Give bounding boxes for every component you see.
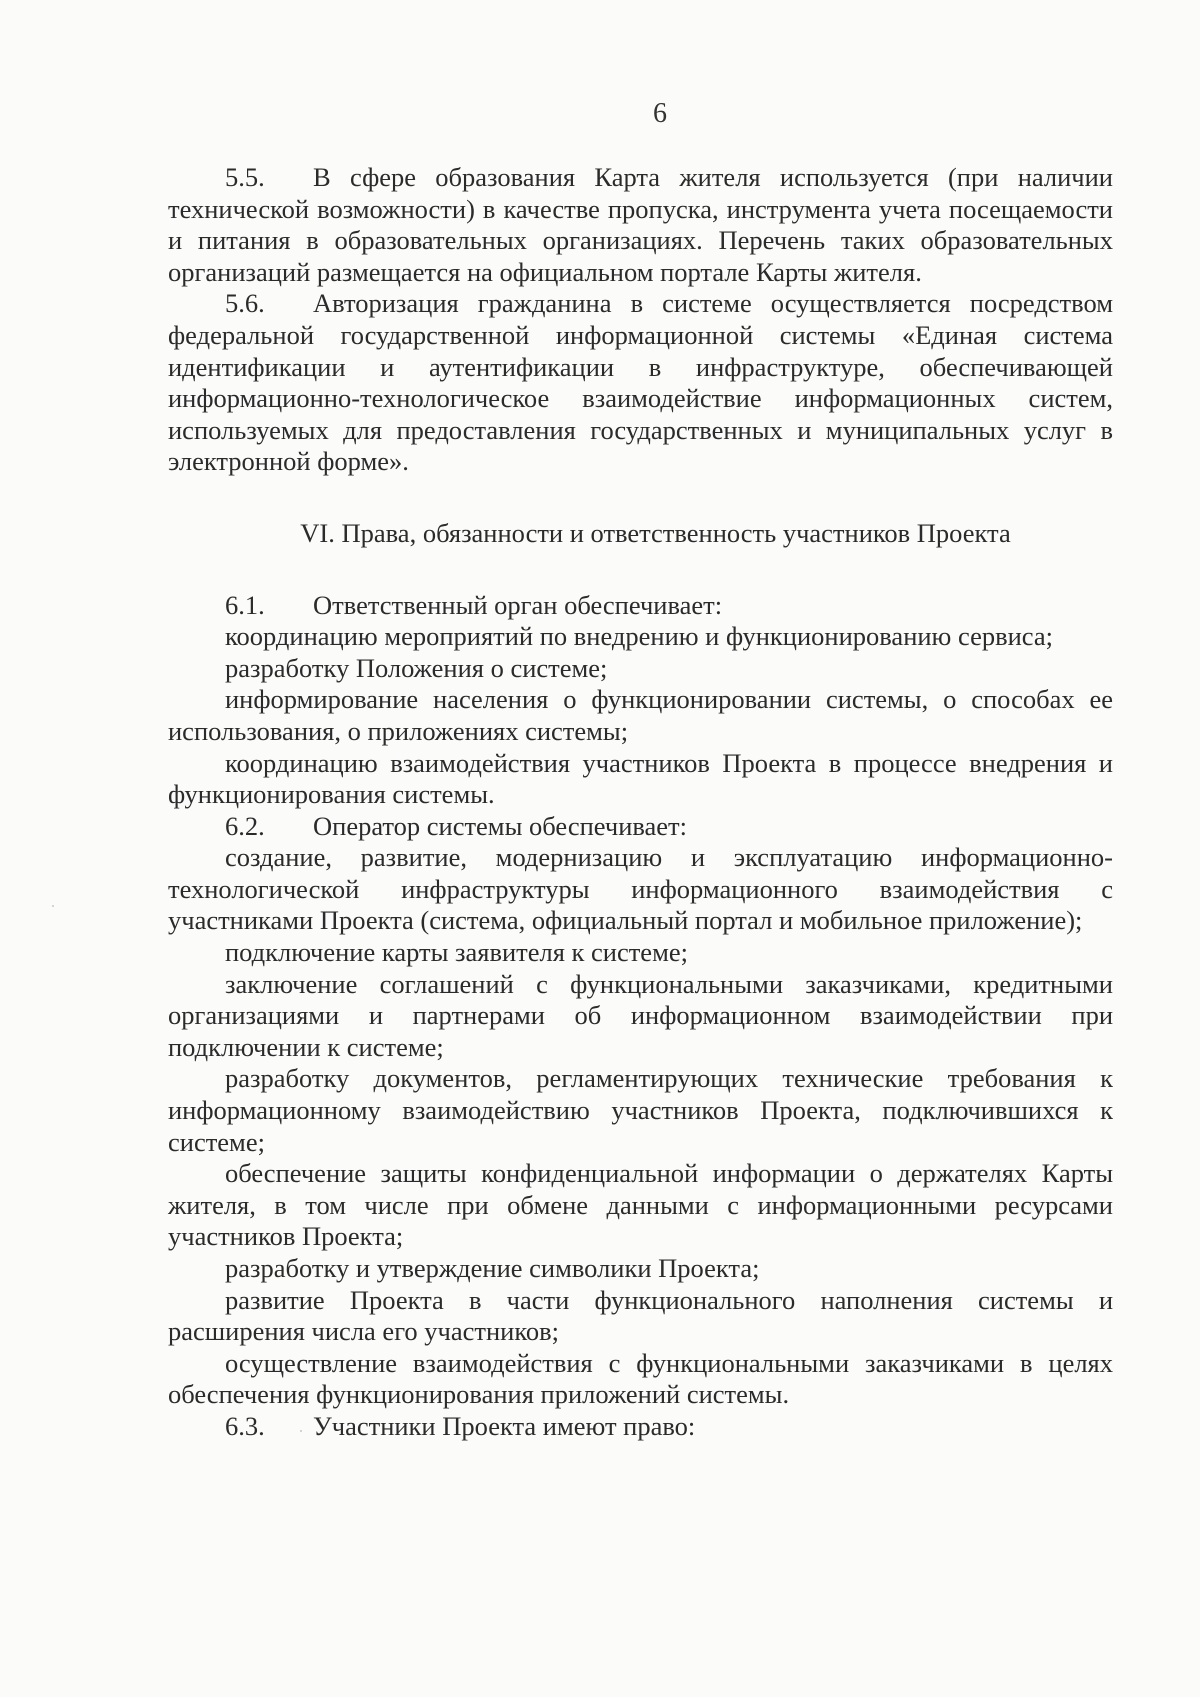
list-item: разработку и утверждение символики Проекта; <box>225 1253 760 1283</box>
paragraph-5-5 <box>168 162 1113 288</box>
list-item: информирование населения о функционировании системы, о способах ее использования, о приложениях системы; <box>168 684 1113 746</box>
list-item: координацию взаимодействия участников Проекта в процессе внедрения и функционирования системы. <box>168 747 1113 810</box>
paragraph-text: Ответственный орган обеспечивает: <box>313 589 723 620</box>
list-item: создание, развитие, модернизацию и эксплуатацию информационно-технологической инфраструктуры информационного взаимодействия с участниками Проекта (система, официальный портал и мобильное приложение); <box>168 842 1113 936</box>
paragraph-text: Участники Проекта имеют право: <box>313 1410 696 1441</box>
paragraph-6-3 <box>168 1411 1113 1443</box>
list-item: осуществление взаимодействия с функциональными заказчиками в целях обеспечения функционирования приложений системы. <box>168 1347 1113 1410</box>
scan-speck <box>300 1430 302 1432</box>
paragraph-number: 6.2. <box>225 810 265 841</box>
paragraph-text: Авторизация гражданина в системе осуществляется посредством федеральной государственной информационной системы «Единая система идентификации и аутентификации в инфраструктуре, обеспечивающей информационно-технологическое взаимодействие информационных систем, используемых для предоставления государственных и муниципальных услуг в электронной форме». <box>168 288 1113 477</box>
paragraph-number: 5.5. <box>225 162 265 192</box>
scan-speck <box>52 905 54 907</box>
paragraph-6-1 <box>168 590 1113 622</box>
paragraph-number: 6.1. <box>225 589 265 620</box>
paragraph-5-6 <box>168 288 1113 478</box>
list-item: координацию мероприятий по внедрению и функционированию сервиса; <box>225 621 1053 652</box>
paragraph-text: Оператор системы обеспечивает: <box>313 810 688 841</box>
paragraph-text: В сфере образования Карта жителя используется (при наличии технической возможности) в качестве пропуска, инструмента учета посещаемости и питания в образовательных организациях. Перечень таких образовательных организаций размещается на официальном портале Карты жителя. <box>168 162 1113 287</box>
paragraph-number: 5.6. <box>225 288 265 319</box>
list-item: заключение соглашений с функциональными заказчиками, кредитными организациями и партнерами об информационном взаимодействии при подключении к системе; <box>168 968 1113 1062</box>
paragraph-6-2 <box>168 811 1113 843</box>
list-item: подключение карты заявителя к системе; <box>225 937 688 968</box>
page-number: 6 <box>653 98 667 129</box>
document-body <box>168 162 1113 1443</box>
list-item: разработку Положения о системе; <box>225 652 608 683</box>
list-item: разработку документов, регламентирующих технические требования к информационному взаимодействию участников Проекта, подключившихся к системе; <box>168 1063 1113 1157</box>
list-item: развитие Проекта в части функционального наполнения системы и расширения числа его участников; <box>168 1284 1113 1347</box>
list-item: обеспечение защиты конфиденциальной информации о держателях Карты жителя, в том числе при обмене данными с информационными ресурсами участников Проекта; <box>168 1158 1113 1252</box>
paragraph-number: 6.3. <box>225 1410 265 1441</box>
section-heading: VI. Права, обязанности и ответственность участников Проекта <box>300 517 1011 548</box>
